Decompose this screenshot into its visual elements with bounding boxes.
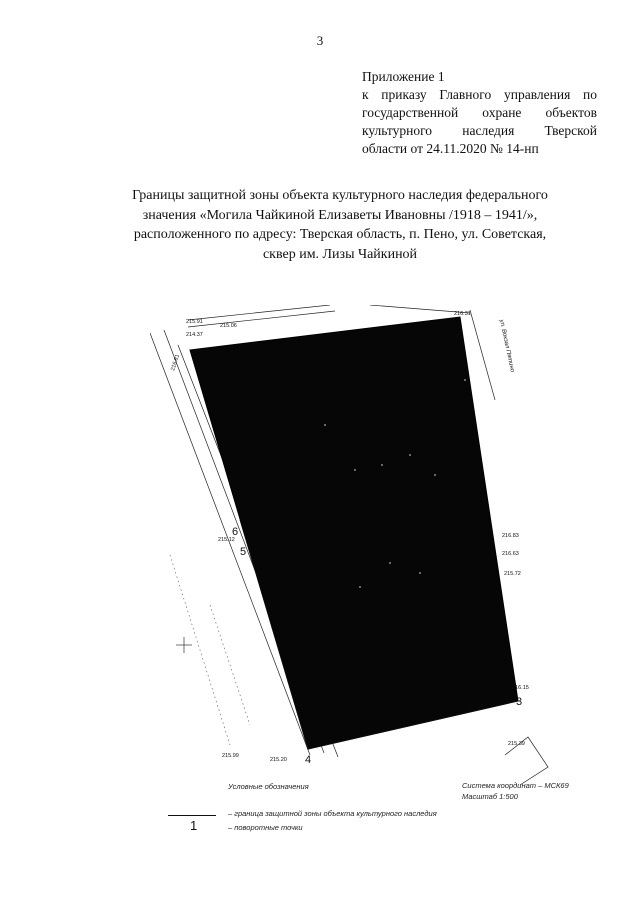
elevation-label: 215.72 [504, 571, 521, 577]
protection-zone-area [190, 317, 518, 749]
appendix-line-4: культурного наследия Тверской [362, 123, 597, 138]
protection-zone-map [150, 305, 570, 805]
coordinate-system-label: Система координат – МСК69 [462, 781, 569, 790]
appendix-line-5: области от 24.11.2020 № 14-нп [362, 141, 539, 156]
legend-boundary-line [168, 815, 216, 816]
crosshair-mark [176, 637, 192, 653]
point-4: 4 [305, 754, 312, 766]
elevation-label: 215.20 [270, 757, 287, 763]
elevation-label: 215.99 [222, 753, 239, 759]
elevation-label: 215.06 [220, 323, 237, 329]
legend-point-number: 1 [190, 818, 198, 833]
point-5: 5 [240, 546, 247, 558]
elevation-label: 216.81 [170, 353, 182, 372]
elevation-label: 216.15 [512, 685, 529, 691]
street-label: ул. Вокзал Пятино [498, 319, 516, 373]
scale-label: Масштаб 1:500 [462, 792, 518, 801]
elevation-label: 216.63 [502, 551, 519, 557]
legend-boundary-label: – граница защитной зоны объекта культурного наследия [228, 809, 437, 818]
elevation-label: 216.31 [454, 311, 471, 317]
title-line-4: сквер им. Лизы Чайкиной [262, 246, 418, 262]
elevation-label: 216.83 [502, 533, 519, 539]
elevation-label: 215.91 [186, 319, 203, 325]
point-3: 3 [516, 696, 523, 708]
elevation-label: 215.39 [508, 741, 525, 747]
appendix-line-1: Приложение 1 [362, 69, 445, 84]
document-title [95, 186, 585, 264]
elevation-label: 215.12 [218, 537, 235, 543]
appendix-line-3: государственной охране объектов [362, 105, 597, 120]
title-line-1: Границы защитной зоны объекта культурного наследия федерального [132, 188, 548, 203]
page-number: 3 [316, 33, 324, 48]
legend-heading: Условные обозначения [228, 782, 309, 791]
title-line-2: значения «Могила Чайкиной Елизаветы Ивановны /1918 – 1941/», [142, 207, 538, 223]
appendix-line-2: к приказу Главного управления по [362, 87, 597, 102]
legend-point-label: – поворотные точки [228, 823, 303, 832]
appendix-block [362, 68, 597, 158]
title-line-3: расположенного по адресу: Тверская область, п. Пено, ул. Советская, [133, 227, 547, 242]
point-6: 6 [232, 526, 239, 538]
elevation-label: 214.37 [186, 332, 203, 338]
